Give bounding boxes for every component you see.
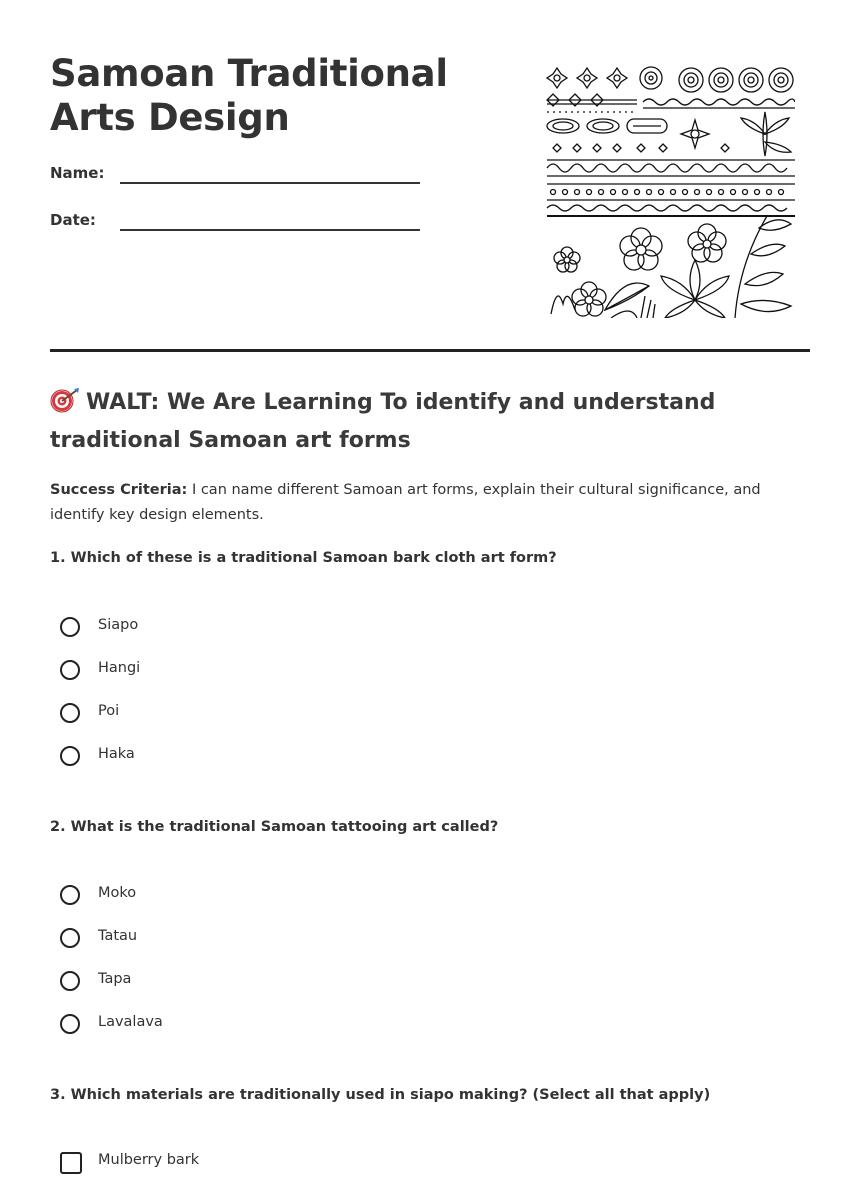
option-label: Moko — [98, 885, 137, 901]
date-input-line[interactable] — [120, 211, 420, 231]
option-haka[interactable] — [60, 744, 460, 772]
radio-button[interactable] — [60, 885, 80, 905]
option-siapo[interactable] — [60, 615, 460, 643]
option-tatau[interactable] — [60, 926, 460, 954]
radio-button[interactable] — [60, 746, 80, 766]
question-1: 1. Which of these is a traditional Samoan bark cloth art form? — [50, 550, 557, 566]
success-criteria-label: Success Criteria: — [50, 482, 188, 498]
radio-button[interactable] — [60, 928, 80, 948]
option-poi[interactable] — [60, 701, 460, 729]
walt-text: WALT: We Are Learning To identify and understand traditional Samoan art forms — [50, 390, 716, 453]
option-tapa[interactable] — [60, 969, 460, 997]
option-label: Tapa — [98, 971, 132, 987]
name-field[interactable] — [50, 164, 430, 194]
samoan-pattern-illustration — [545, 64, 795, 318]
option-moko[interactable] — [60, 883, 460, 911]
option-label: Tatau — [98, 928, 138, 944]
page-title: Samoan Traditional Arts Design — [50, 52, 448, 139]
question-2: 2. What is the traditional Samoan tattooing art called? — [50, 819, 499, 835]
header-divider — [50, 349, 810, 352]
walt-heading — [50, 384, 810, 460]
option-label: Haka — [98, 746, 135, 762]
option-label: Hangi — [98, 660, 141, 676]
name-label: Name: — [50, 164, 105, 182]
success-criteria-text: I can name different Samoan art forms, explain their cultural significance, and identify key design elements. — [50, 482, 761, 523]
checkbox[interactable] — [60, 1152, 82, 1174]
option-label: Poi — [98, 703, 120, 719]
radio-button[interactable] — [60, 703, 80, 723]
success-criteria — [50, 478, 810, 528]
option-mulberry-bark[interactable] — [60, 1150, 460, 1178]
date-field[interactable] — [50, 211, 430, 241]
radio-button[interactable] — [60, 1014, 80, 1034]
option-label: Mulberry bark — [98, 1152, 200, 1168]
date-label: Date: — [50, 211, 96, 229]
target-icon — [50, 387, 80, 413]
radio-button[interactable] — [60, 617, 80, 637]
question-3: 3. Which materials are traditionally used in siapo making? (Select all that apply) — [50, 1087, 711, 1103]
option-label: Siapo — [98, 617, 139, 633]
name-input-line[interactable] — [120, 164, 420, 184]
option-hangi[interactable] — [60, 658, 460, 686]
option-label: Lavalava — [98, 1014, 163, 1030]
radio-button[interactable] — [60, 660, 80, 680]
worksheet-header — [50, 52, 810, 322]
radio-button[interactable] — [60, 971, 80, 991]
option-lavalava[interactable] — [60, 1012, 460, 1040]
